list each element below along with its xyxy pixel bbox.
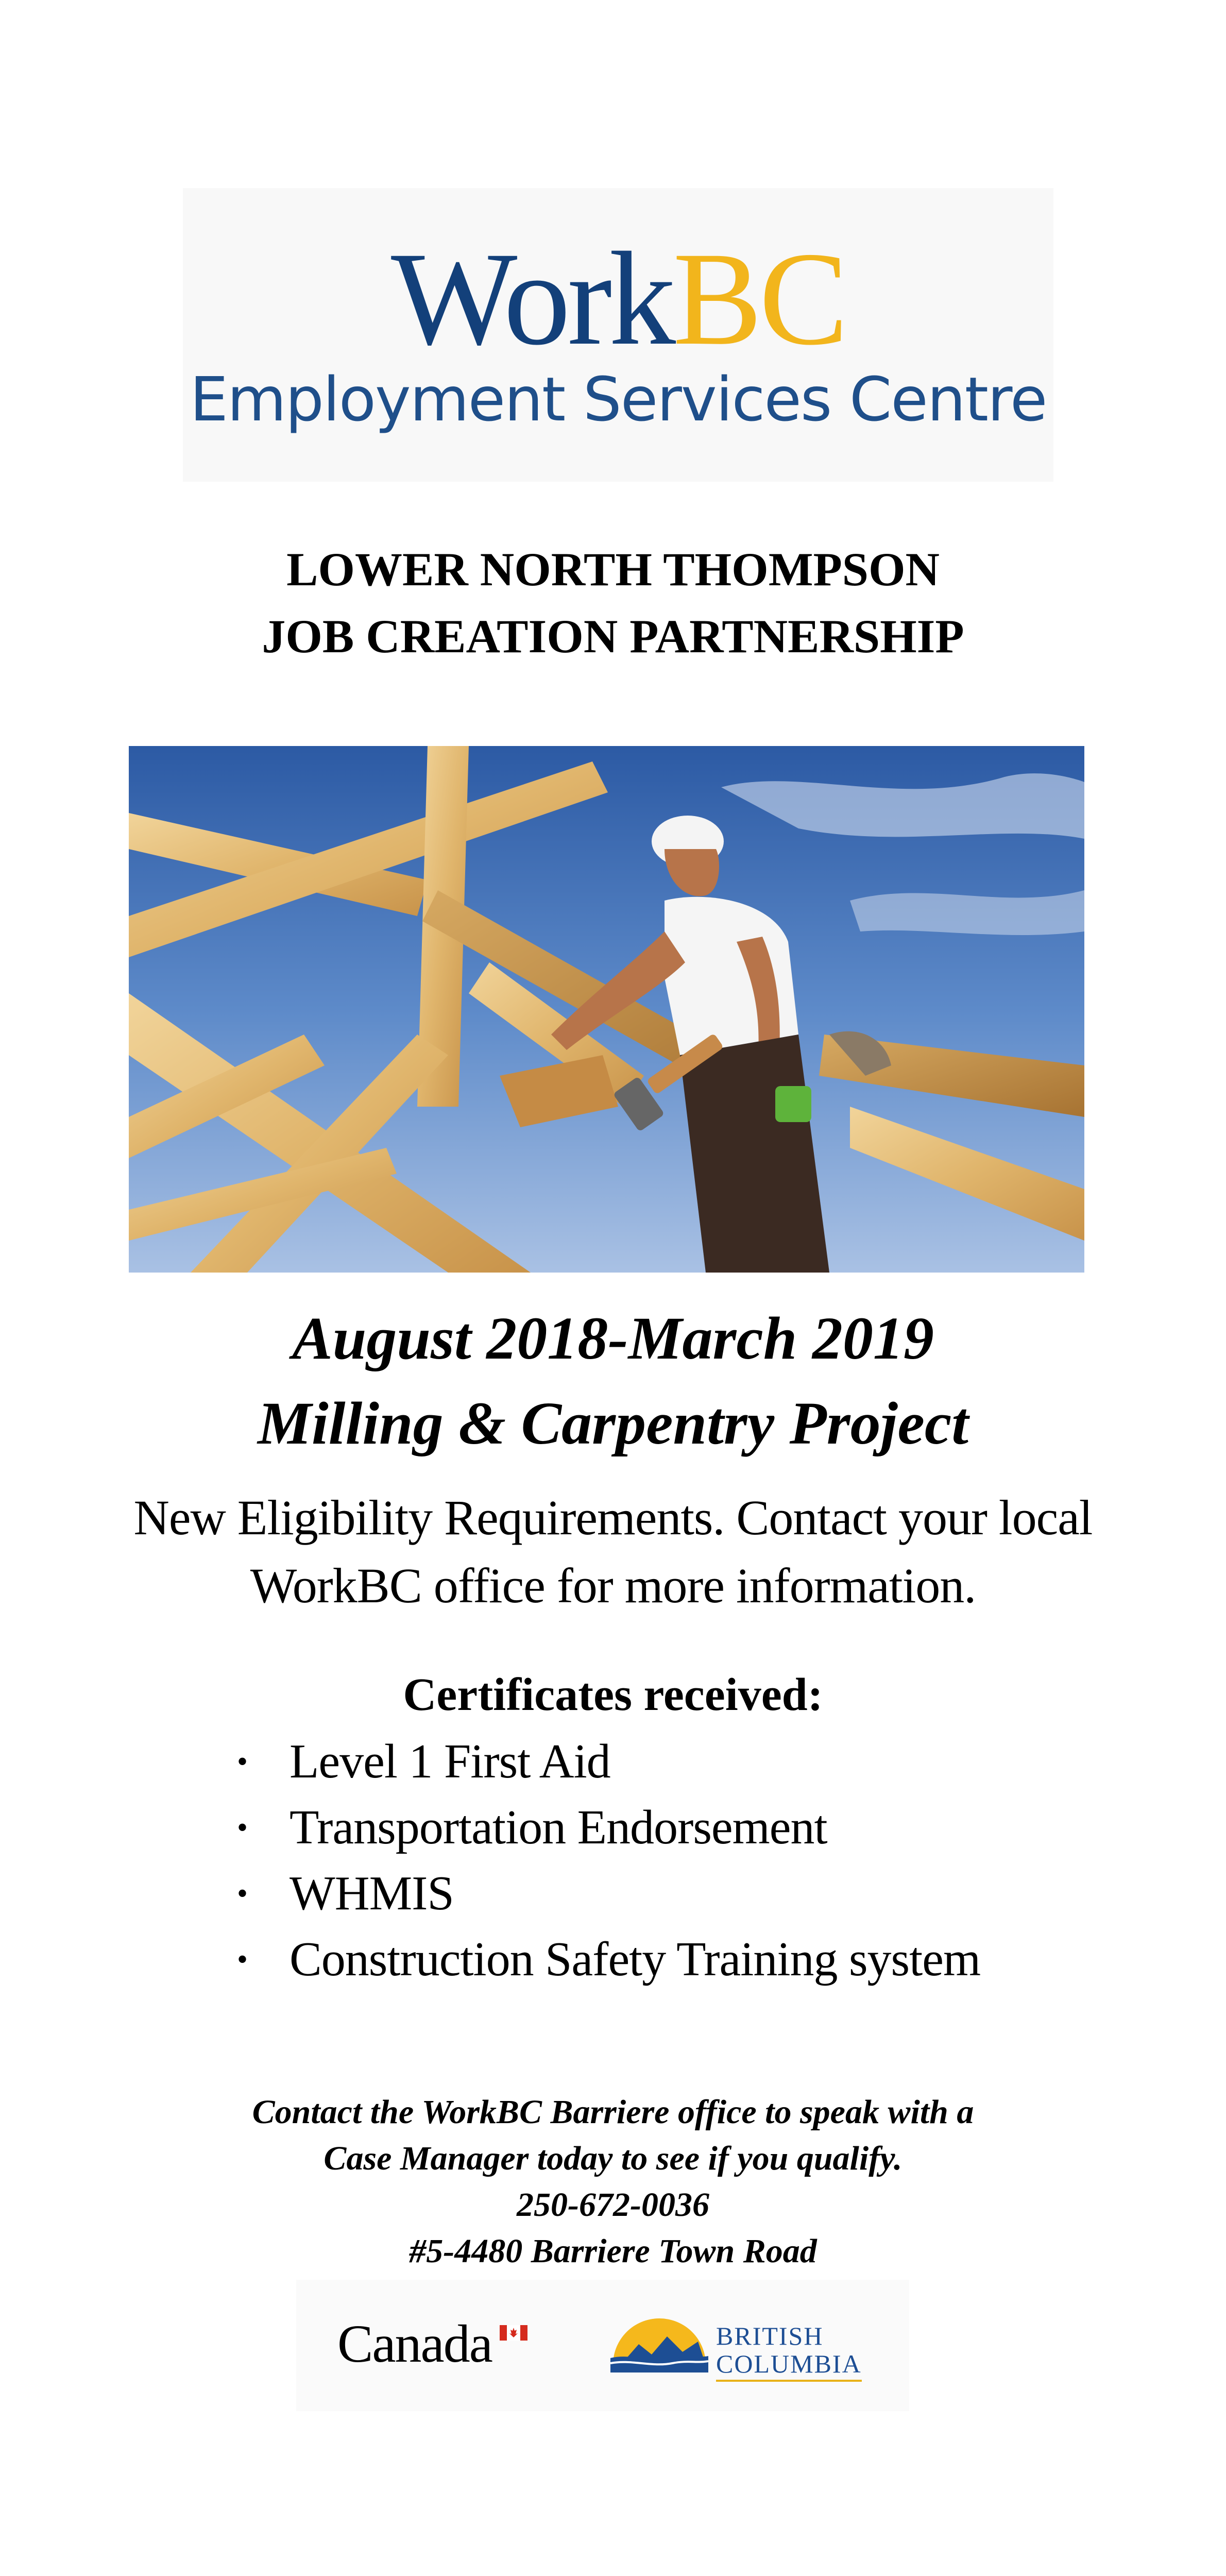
eligibility-line-2: WorkBC office for more information.: [250, 1558, 976, 1613]
bc-sun-icon: [610, 2316, 708, 2372]
certificate-label: Construction Safety Training system: [290, 1933, 981, 1986]
workbc-logo-wordmark: [183, 225, 1053, 373]
contact-phone: 250-672-0036: [517, 2186, 709, 2224]
project-dates: August 2018-March 2019: [292, 1304, 934, 1372]
contact-address: #5-4480 Barriere Town Road: [409, 2232, 817, 2270]
project-title: [0, 1296, 1226, 1466]
headline-line-1: LOWER NORTH THOMPSON: [286, 543, 940, 596]
carpenter-illustration: [129, 746, 1084, 1273]
eligibility-line-1: New Eligibility Requirements. Contact your local: [133, 1490, 1093, 1545]
canada-wordmark: Canada: [337, 2314, 492, 2374]
workbc-logo: [183, 188, 1053, 482]
bc-wordmark-line-2: COLUMBIA: [716, 2350, 862, 2382]
canada-flag-icon: [500, 2325, 527, 2341]
certificate-label: WHMIS: [290, 1867, 454, 1920]
certificates-heading: Certificates received:: [403, 1669, 823, 1720]
bullet-icon: •: [237, 1942, 248, 1976]
bullet-icon: •: [237, 1810, 248, 1844]
certificate-label: Transportation Endorsement: [290, 1801, 827, 1854]
contact-line-2: Case Manager today to see if you qualify.: [323, 2140, 903, 2177]
bc-wordmark: [716, 2322, 862, 2382]
contact-line-1: Contact the WorkBC Barriere office to speak with a: [252, 2093, 974, 2131]
bullet-icon: •: [237, 1876, 248, 1910]
list-item: [227, 1860, 980, 1926]
logo-subtitle: Employment Services Centre: [190, 364, 1047, 435]
government-logos: [296, 2280, 909, 2411]
certificates-list: [227, 1728, 980, 1992]
logo-bc-text: BC: [673, 225, 845, 373]
list-item: [227, 1926, 980, 1992]
certificate-label: Level 1 First Aid: [290, 1735, 610, 1788]
bc-wordmark-line-1: BRITISH: [716, 2321, 824, 2350]
eligibility-notice: [129, 1484, 1097, 1620]
headline-line-2: JOB CREATION PARTNERSHIP: [262, 610, 964, 663]
list-item: [227, 1794, 980, 1860]
carpenter-photo: [129, 746, 1084, 1273]
list-item: [227, 1728, 980, 1794]
bullet-icon: •: [237, 1744, 248, 1778]
logo-work-text: Work: [390, 225, 673, 373]
project-name: Milling & Carpentry Project: [258, 1389, 968, 1457]
page-headline: [0, 536, 1226, 670]
contact-info: [0, 2089, 1226, 2275]
